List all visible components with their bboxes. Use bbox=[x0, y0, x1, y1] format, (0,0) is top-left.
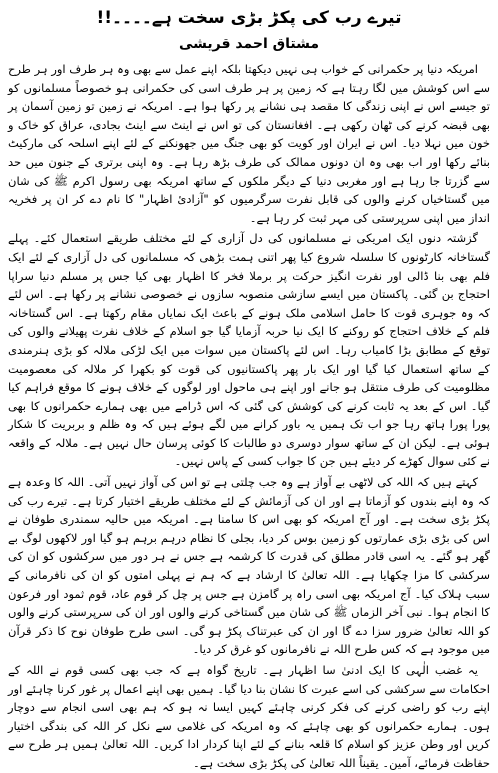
article-title: تیرے رب کی پکڑ بڑی سخت ہے۔۔۔۔!! bbox=[96, 8, 402, 28]
article-author: مشتاق احمد قریشی bbox=[178, 36, 320, 52]
article-paragraph: امریکہ دنیا پر حکمرانی کے خواب ہی نہیں دیکھتا بلکہ اپنے عمل سے بھی وہ ہر طرف اور ہر طرح سے اس کوشش میں لگا رہتا ہے کہ زمین پر ہر طرف اسی کی حکمرانی ہو خصوصاً مسلمانوں کو تو جیسے اس نے اپنی زندگی کا مقصد ہی نشانے پر رکھا ہوا ہے۔ امریکہ نے زمین تو زمین آسمان پر بھی قبضہ کرنے کی ٹھان رکھی ہے۔ افغانستان کی تو اس نے اینٹ سے اینٹ بجادی، عراق کو خاک و خون میں نہلا دیا۔ اس نے ایران اور کویت کو بھی جنگ میں جھونکنے کے لئے اپنے اسلحہ کی مارکیٹ بنائے رکھا اور اب بھی وہ ان دونوں ممالک کی طرف بڑھ رہا ہے۔ وہ اپنی برتری کے جنون میں حد سے گزرتا جا رہا ہے اور مغربی دنیا کے دیگر ملکوں کے ساتھ امریکہ بھی رسول اکرم ﷺ کی شان میں گستاخیاں کرنے والوں کی قابل نفرت سرگرمیوں کو "آزادیٔ اظہار" کا نام دے کر ان پر فخریہ انداز میں اپنی سرپرستی کی مہر ثبت کر رہا ہے۔ bbox=[8, 62, 490, 225]
article-paragraph: یہ غضب الٰہی کا ایک ادنیٰ سا اظہار ہے۔ تاریخ گواہ ہے کہ جب بھی کسی قوم نے اللہ کے احکامات سے سرکشی کی اسے عبرت کا نشان بنا دیا گیا۔ ہمیں بھی اپنے اعمال پر غور کرنا چاہئے اور اپنے رب کو راضی کرنے کی فکر کرنی چاہئے کہیں ایسا نہ ہو کہ ہم بھی اسی انجام سے دوچار ہوں۔ ہمارے حکمرانوں کو بھی چاہئے کہ وہ امریکہ کی غلامی سے نکل کر اللہ کی بندگی اختیار کریں اور وطن عزیز کو اسلام کا قلعہ بنانے کے لئے اپنا کردار ادا کریں۔ اللہ تعالیٰ ہمیں ہر طرح سے حفاظت فرمائے، آمین۔ یقیناً اللہ تعالیٰ کی پکڑ بڑی سخت ہے۔ bbox=[8, 663, 490, 770]
article-paragraph: گزشتہ دنوں ایک امریکی نے مسلمانوں کی دل آزاری کے لئے مختلف طریقے استعمال کئے۔ پہلے گستاخانہ کارٹونوں کا سلسلہ شروع کیا پھر اتنی ہمت بڑھی کہ مسلمانوں کی دل آزاری کے لئے ایک فلم بھی بنا ڈالی اور نفرت انگیز حرکت پر برملا فخر کا اظہار بھی کیا جس پر مسلم دنیا سراپا احتجاج بن گئی۔ پاکستان میں ایسے سازشی منصوبہ سازوں نے خصوصی نشانے پر رکھا ہے۔ اس لئے کہ وہ جوہری قوت کا حامل اسلامی ملک ہونے کے باعث ایک نمایاں مقام رکھتا ہے۔ اس گستاخانہ فلم کے خلاف احتجاج کو روکنے کا ایک نیا حربہ آزمایا گیا جو اسلام کے خلاف نفرت پھیلانے والوں کی توقع کے مطابق بڑا کامیاب رہا۔ اس لئے پاکستان میں سوات میں ایک لڑکی ملالہ کو بڑی ہنرمندی کے ساتھ استعمال کیا گیا اور ایک بار پھر پاکستانیوں کی قوت کو بکھرا کر ملالہ کی معصومیت مظلومیت کی طرف منتقل ہو جانے اور اپنے ہی ماحول اور لوگوں کے خلاف ہونے کا موقع فراہم کیا گیا۔ اس کے بعد یہ ثابت کرنے کی کوشش کی گئی کہ اس ڈرامے میں بھی ہمارے حکمرانوں کا بھی پورا پورا ہاتھ رہا جو اب تک ہمیں یہ باور کرانے میں لگے ہوئے ہیں کہ وہ ظلم و بربریت کا شکار ہوئی ہے۔ لیکن ان کے ساتھ سوار دوسری دو طالبات کا کوئی پرسان حال نہیں ہے۔ ملالہ کے واقعہ نے کئی سوال کھڑے کر دیئے ہیں جن کا جواب کسی کے پاس نہیں۔ bbox=[8, 231, 490, 469]
article-paragraph: کہتے ہیں کہ اللہ کی لاٹھی بے آواز ہے وہ جب چلتی ہے تو اس کی آواز نہیں آتی۔ اللہ کا وعدہ ہے کہ وہ اپنے بندوں کو آزماتا ہے اور ان کی آزمائش کے لئے مختلف طریقے اختیار کرتا ہے۔ تیرے رب کی پکڑ بڑی سخت ہے۔ اور آج امریکہ کو بھی اس کا سامنا ہے۔ امریکہ میں حالیہ سمندری طوفان نے اس کی بڑی بڑی عمارتوں کو زمین بوس کر دیا، بجلی کا نظام درہم برہم ہو گیا اور لاکھوں لوگ بے گھر ہو گئے۔ یہ اسی قادر مطلق کی قدرت کا کرشمہ ہے جس نے ہر دور میں سرکشوں کو ان کی سرکشی کا مزا چکھایا ہے۔ اللہ تعالیٰ کا ارشاد ہے کہ ہم نے پہلی امتوں کو ان کی نافرمانی کے سبب ہلاک کیا۔ آج امریکہ بھی اسی راہ پر گامزن ہے جس پر چل کر قوم عاد، قوم ثمود اور فرعون کا انجام ہوا۔ نبی آخر الزماں ﷺ کی شان میں گستاخی کرنے والوں اور ان کی سرپرستی کرنے والوں کو اللہ تعالیٰ ضرور سزا دے گا اور ان کی عبرتناک پکڑ ہو گی۔ اسی طرح طوفان نوح کا ذکر قرآن میں موجود ہے کہ کس طرح اللہ نے نافرمانوں کو غرق کر دیا۔ bbox=[8, 475, 490, 657]
